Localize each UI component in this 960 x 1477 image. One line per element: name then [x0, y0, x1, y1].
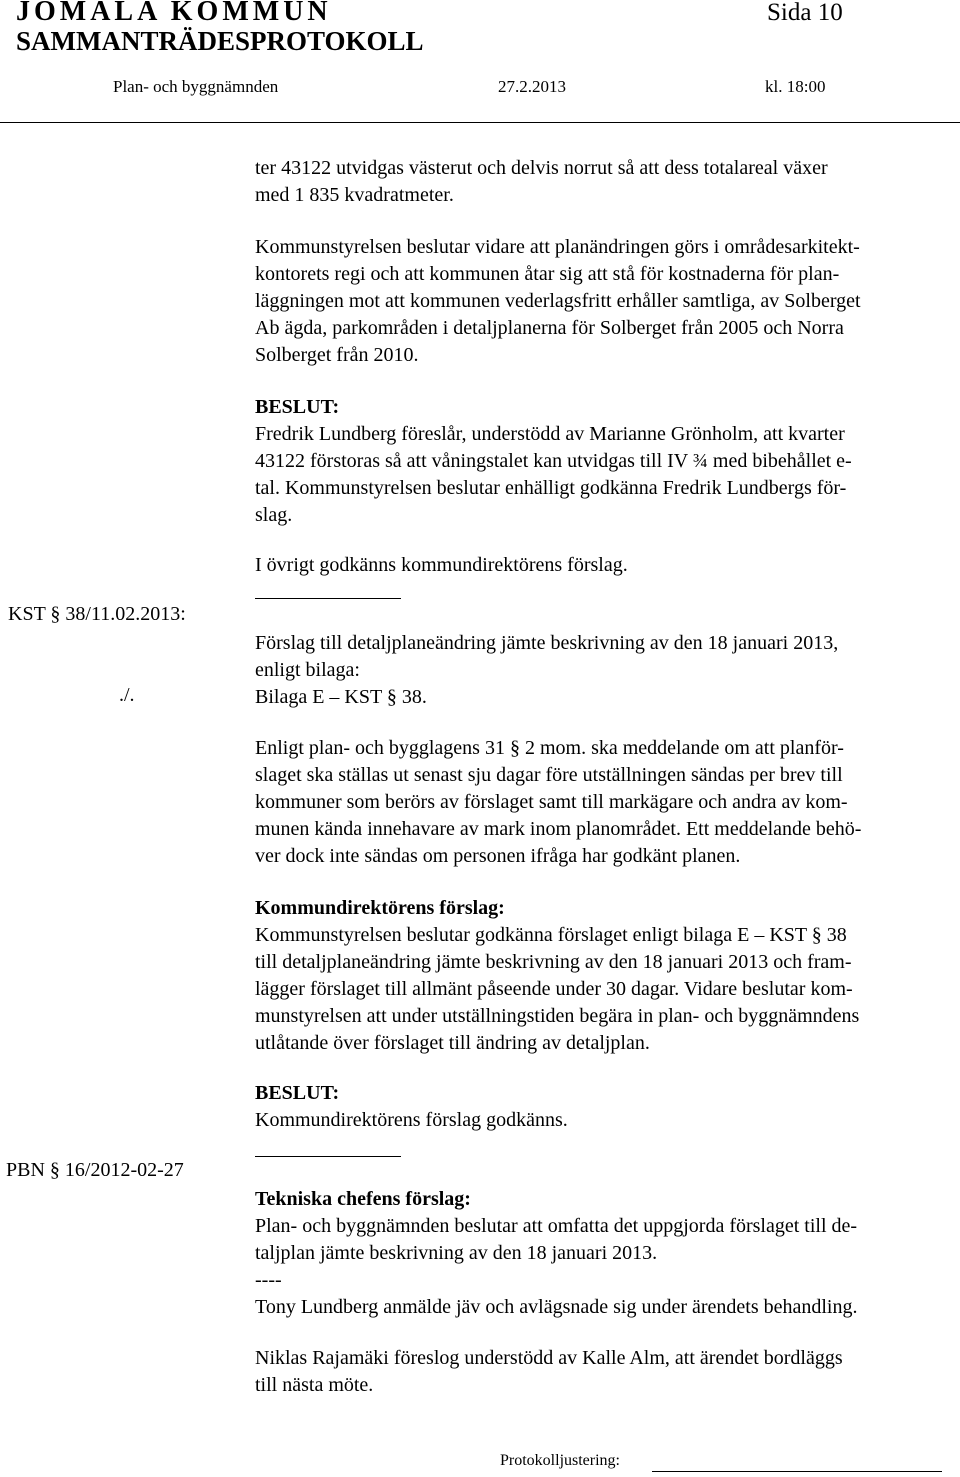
text-line: tal. Kommunstyrelsen beslutar enhälligt godkänna Fredrik Lundbergs för-	[255, 477, 847, 499]
text-line: Plan- och byggnämnden beslutar att omfatta det uppgjorda förslaget till de-	[255, 1215, 858, 1237]
text-line: utlåtande över förslaget till ändring av detaljplan.	[255, 1032, 650, 1054]
pbn-reference: PBN § 16/2012-02-27	[6, 1159, 184, 1181]
attachment-line: Bilaga E – KST § 38.	[255, 686, 427, 708]
decision-block-1	[255, 394, 955, 529]
text-line: ver dock inte sändas om personen ifråga har godkänt planen.	[255, 845, 741, 867]
protocol-title: SAMMANTRÄDESPROTOKOLL	[16, 26, 424, 56]
text-line: taljplan jämte beskrivning av den 18 januari 2013.	[255, 1242, 658, 1264]
technical-chief-proposal	[255, 1186, 955, 1321]
text-block-tabling	[255, 1345, 955, 1399]
kst-reference: KST § 38/11.02.2013:	[8, 603, 186, 625]
text-line: 43122 förstoras så att våningstalet kan utvidgas till IV ¾ med bibehållet e-	[255, 450, 852, 472]
municipal-director-proposal	[255, 895, 955, 1057]
text-block-planning-law	[255, 735, 955, 870]
text-block-planning-costs	[255, 234, 955, 369]
text-line: kommuner som berörs av förslaget samt till markägare och andra av kom-	[255, 791, 848, 813]
text-line: slaget ska ställas ut senast sju dagar före utställningen sändas per brev till	[255, 764, 843, 786]
decision-label: BESLUT:	[255, 396, 340, 418]
proposal-label: Kommundirektörens förslag:	[255, 897, 505, 919]
text-line: ter 43122 utvidgas västerut och delvis norrut så att dess totalareal växer	[255, 157, 828, 179]
text-line: I övrigt godkänns kommundirektörens förslag.	[255, 554, 628, 576]
text-block-area-expansion	[255, 155, 955, 209]
header-divider	[0, 122, 960, 123]
section-separator	[255, 598, 401, 599]
board-name: Plan- och byggnämnden	[113, 77, 279, 96]
text-line: slag.	[255, 504, 293, 526]
text-line: Niklas Rajamäki föreslog understödd av Kalle Alm, att ärendet bordläggs	[255, 1347, 843, 1369]
text-line: till detaljplaneändring jämte beskrivning av den 18 januari 2013 och fram-	[255, 951, 852, 973]
meeting-date: 27.2.2013	[498, 77, 566, 96]
text-line: munstyrelsen att under utställningstiden begära in plan- och byggnämndens	[255, 1005, 860, 1027]
text-line: Kommundirektörens förslag godkänns.	[255, 1109, 568, 1131]
text-line: lägger förslaget till allmänt påseende under 30 dagar. Vidare beslutar kom-	[255, 978, 853, 1000]
text-line: Enligt plan- och bygglagens 31 § 2 mom. ska meddelande om att planför-	[255, 737, 844, 759]
page-number: Sida 10	[767, 0, 843, 26]
text-line: Kommunstyrelsen beslutar vidare att planändringen görs i områdesarkitekt-	[255, 236, 860, 258]
text-line: enligt bilaga:	[255, 659, 360, 681]
text-line: läggningen mot att kommunen vederlagsfritt erhåller samtliga, av Solberget	[255, 290, 861, 312]
text-line: Kommunstyrelsen beslutar godkänna förslaget enligt bilaga E – KST § 38	[255, 924, 847, 946]
dash-separator: ----	[255, 1269, 282, 1291]
text-line: Ab ägda, parkområden i detaljplanerna för Solberget från 2005 och Norra	[255, 317, 844, 339]
protocol-adjustment-label: Protokolljustering:	[500, 1452, 620, 1469]
text-line: med 1 835 kvadratmeter.	[255, 184, 454, 206]
text-line: Förslag till detaljplaneändring jämte beskrivning av den 18 januari 2013,	[255, 632, 839, 654]
meeting-time: kl. 18:00	[765, 77, 826, 96]
text-line: munen kända innehavare av mark inom planområdet. Ett meddelande behö-	[255, 818, 862, 840]
decision-label: BESLUT:	[255, 1082, 340, 1104]
text-line: Fredrik Lundberg föreslår, understödd av Marianne Grönholm, att kvarter	[255, 423, 845, 445]
text-block-approval	[255, 552, 955, 579]
section-separator	[255, 1156, 401, 1157]
text-line: till nästa möte.	[255, 1374, 374, 1396]
text-line: Solberget från 2010.	[255, 344, 419, 366]
proposal-label: Tekniska chefens förslag:	[255, 1188, 471, 1210]
attachment-mark: ./.	[119, 684, 135, 706]
text-line: kontorets regi och att kommunen åtar sig att stå för kostnaderna för plan-	[255, 263, 840, 285]
municipality-name: JOMALA KOMMUN	[16, 0, 332, 27]
text-block-proposal	[255, 630, 955, 711]
text-line: Tony Lundberg anmälde jäv och avlägsnade sig under ärendets behandling.	[255, 1296, 858, 1318]
signature-line	[652, 1471, 942, 1472]
decision-block-2	[255, 1080, 955, 1134]
